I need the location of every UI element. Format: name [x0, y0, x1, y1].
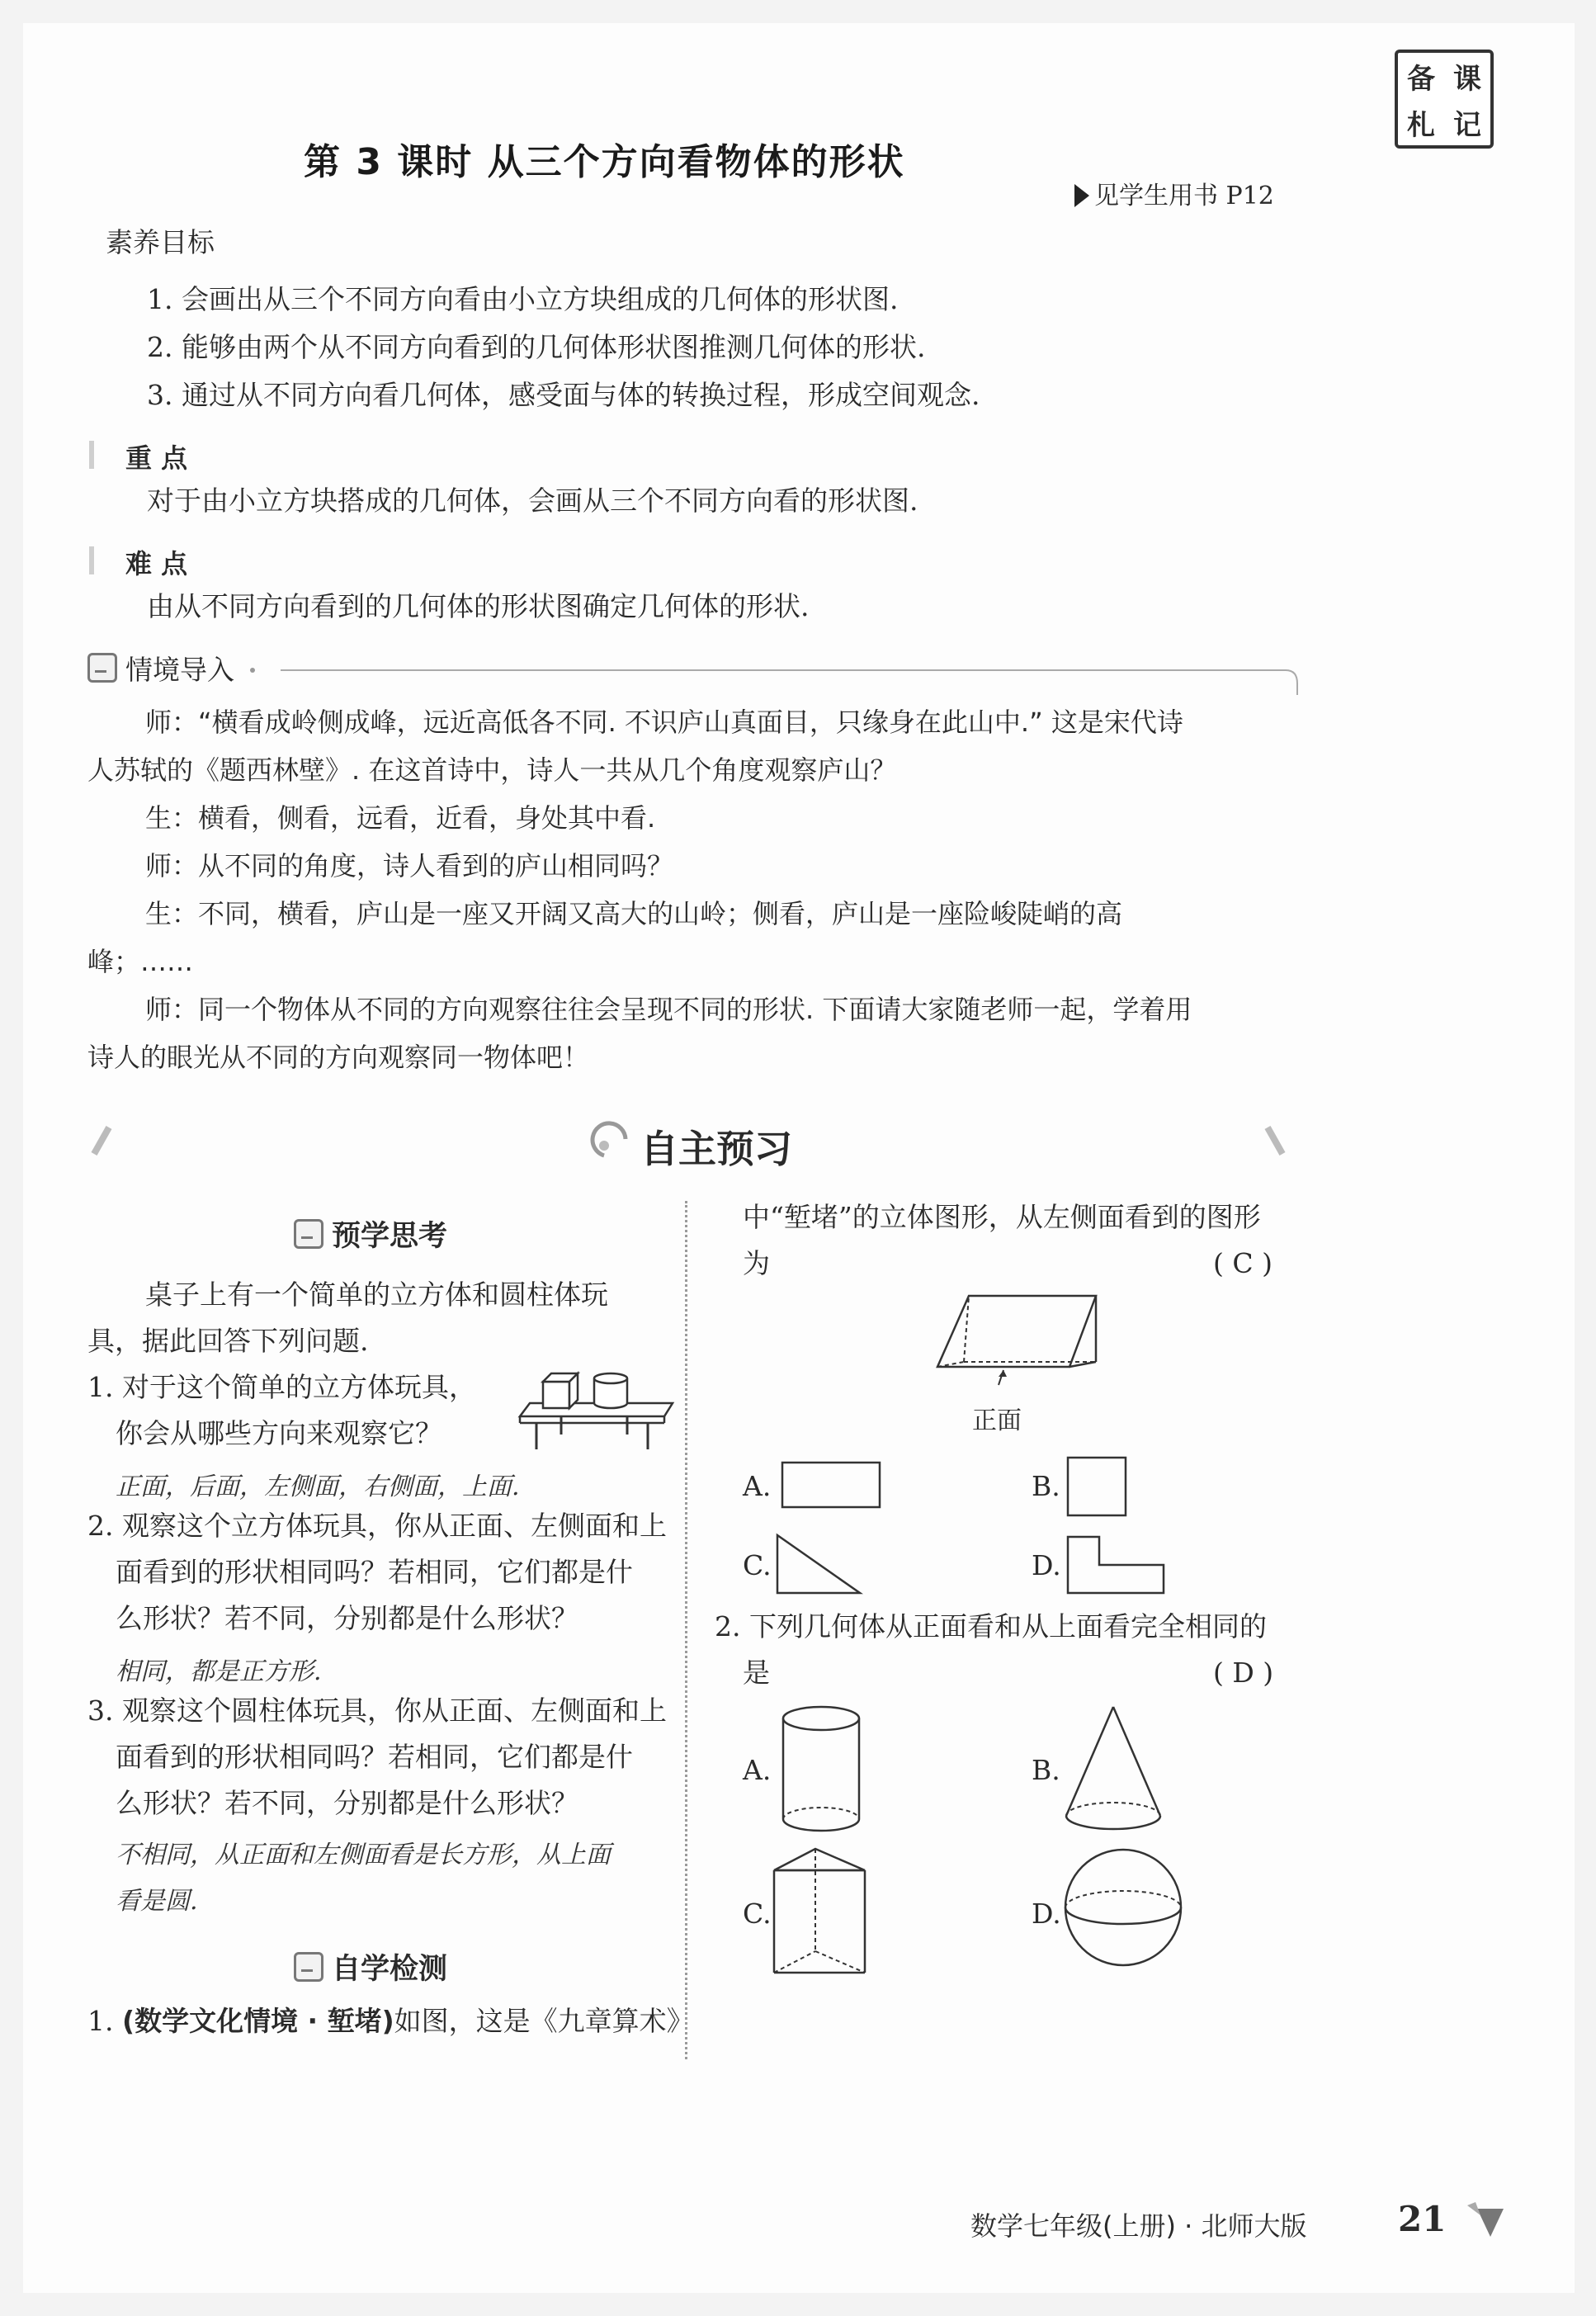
stamp-char: 备 — [1407, 62, 1435, 96]
page-number: 21 — [1398, 2199, 1447, 2239]
ex1-option-label: C. — [743, 1549, 772, 1581]
prethink-heading-text: 预学思考 — [332, 1220, 448, 1253]
ex1-start — [87, 1997, 694, 2045]
intro-line: 师：从不同的角度，诗人看到的庐山相同吗？ — [145, 850, 674, 881]
goal-item: 3. 通过从不同方向看几何体，感受面与体的转换过程，形成空间观念. — [147, 379, 980, 411]
student-book-ref — [1074, 175, 1274, 211]
q3-line: 3. 观察这个圆柱体玩具，你从正面、左侧面和上 — [87, 1694, 667, 1727]
ex1-option-label: B. — [1032, 1470, 1060, 1502]
intro-line: 生：不同，横看，庐山是一座又开阔又高大的山岭；侧看，庐山是一座险峻陡峭的高 — [145, 898, 1123, 929]
ex2-option-label: C. — [743, 1898, 772, 1930]
q2-line: 2. 观察这个立方体玩具，你从正面、左侧面和上 — [87, 1510, 667, 1542]
intro-heading-text: 情境导入 — [125, 654, 234, 686]
ex1-option-label: D. — [1032, 1549, 1061, 1581]
q3-answer-line: 看是圆. — [116, 1887, 198, 1916]
section-title: 自主预习 — [640, 1127, 792, 1171]
key-point-text: 对于由小立方块搭成的几何体，会画从三个不同方向看的形状图. — [147, 484, 918, 517]
ex1-answer: ( C ) — [1213, 1247, 1273, 1279]
intro-line: 师：“横看成岭侧成峰，远近高低各不同. 不识庐山真面目，只缘身在此山中.” 这是宋代诗 — [145, 707, 1183, 738]
section-deco-right — [1264, 1124, 1289, 1157]
lesson-notes-stamp — [1395, 50, 1494, 149]
q1-line: 你会从哪些方向来观察它？ — [116, 1417, 442, 1449]
q2-answer: 相同，都是正方形. — [116, 1657, 322, 1686]
footer-arrow-icon — [1466, 2200, 1515, 2242]
difficulty-bar — [89, 546, 94, 574]
intro-heading-line — [248, 667, 1304, 700]
check-heading-text: 自学检测 — [332, 1953, 448, 1986]
intro-line: 诗人的眼光从不同的方向观察同一物体吧！ — [87, 1042, 590, 1073]
ex2-cylinder — [777, 1704, 865, 1836]
goals-heading: 素养目标 — [106, 226, 215, 258]
difficulty-text: 由从不同方向看到的几何体的形状图确定几何体的形状. — [147, 590, 810, 622]
key-point-bar — [89, 441, 94, 469]
stamp-char: 记 — [1453, 108, 1481, 142]
ex1-line: 中“堑堵”的立体图形，从左侧面看到的图形 — [743, 1201, 1261, 1233]
q3-answer-line: 不相同，从正面和左侧面看是长方形，从上面 — [116, 1841, 611, 1869]
section-swirl-icon — [588, 1114, 629, 1160]
intro-line: 生：横看，侧看，远看，近看，身处其中看. — [145, 802, 656, 834]
left-intro-line: 桌子上有一个简单的立方体和圆柱体玩 — [145, 1279, 608, 1311]
ex1-option-a-rect — [781, 1461, 883, 1510]
ex2-prism — [769, 1846, 871, 1978]
ex2-option-label: B. — [1032, 1754, 1060, 1786]
prethink-heading — [294, 1213, 447, 1255]
stamp-char: 札 — [1407, 108, 1435, 142]
ex2-option-label: A. — [743, 1754, 772, 1786]
goal-item: 2. 能够由两个从不同方向看到的几何体形状图推测几何体的形状. — [147, 331, 926, 363]
q3-line: 么形状？若不同，分别都是什么形状？ — [116, 1787, 578, 1819]
table-toy-figure — [512, 1367, 677, 1458]
footer-book-title: 数学七年级(上册) · 北师大版 — [970, 2210, 1307, 2242]
ex2-line: 2. 下列几何体从正面看和从上面看完全相同的 — [715, 1610, 1267, 1642]
q2-line: 面看到的形状相同吗？若相同，它们都是什 — [116, 1556, 633, 1588]
ex2-cone — [1060, 1704, 1167, 1836]
q3-line: 面看到的形状相同吗？若相同，它们都是什 — [116, 1741, 633, 1773]
q2-line: 么形状？若不同，分别都是什么形状？ — [116, 1602, 578, 1634]
intro-line: 人苏轼的《题西林壁》. 在这首诗中，诗人一共从几个角度观察庐山？ — [87, 754, 897, 786]
lesson-title: 第 3 课时 从三个方向看物体的形状 — [304, 141, 905, 183]
ex1-number: 1. — [87, 2005, 122, 2037]
left-intro-line: 具，据此回答下列问题. — [87, 1325, 369, 1357]
ex1-option-d-lshape — [1066, 1535, 1169, 1596]
ex1-context: (数学文化情境 · 堑堵) — [121, 2005, 394, 2037]
ex2-option-label: D. — [1032, 1898, 1061, 1930]
ex2-answer: ( D ) — [1213, 1657, 1274, 1689]
qiandu-figure — [933, 1291, 1106, 1390]
column-divider — [685, 1201, 687, 2059]
ex1-option-label: A. — [743, 1470, 772, 1502]
ex1-option-c-triangle — [776, 1532, 866, 1598]
ex1-text: 如图，这是《九章算术》 — [394, 2005, 694, 2037]
difficulty-label: 难 点 — [125, 548, 188, 579]
intro-line: 峰；…… — [87, 946, 194, 977]
student-book-ref-text: 见学生用书 P12 — [1094, 182, 1274, 210]
check-heading — [294, 1946, 447, 1988]
intro-line: 师：同一个物体从不同的方向观察往往会呈现不同的形状. 下面请大家随老师一起，学着用 — [145, 994, 1192, 1025]
section-deco-left — [91, 1124, 116, 1157]
key-point-label: 重 点 — [125, 442, 188, 474]
chat-icon — [87, 653, 117, 683]
goal-item: 1. 会画出从三个不同方向看由小立方块组成的几何体的形状图. — [147, 283, 899, 315]
ex2-line: 是 — [743, 1657, 770, 1689]
triangle-marker-icon — [1074, 184, 1089, 207]
front-label: 正面 — [972, 1406, 1022, 1435]
q1-line: 1. 对于这个简单的立方体玩具， — [87, 1371, 476, 1403]
book-icon — [294, 1219, 323, 1249]
ex2-sphere — [1061, 1846, 1185, 1969]
intro-heading — [87, 649, 234, 688]
q1-answer: 正面，后面，左侧面，右侧面，上面. — [116, 1472, 520, 1501]
ex1-option-b-square — [1066, 1456, 1129, 1519]
ex1-line: 为 — [743, 1247, 770, 1279]
stamp-char: 课 — [1453, 62, 1481, 96]
check-icon — [294, 1952, 323, 1982]
